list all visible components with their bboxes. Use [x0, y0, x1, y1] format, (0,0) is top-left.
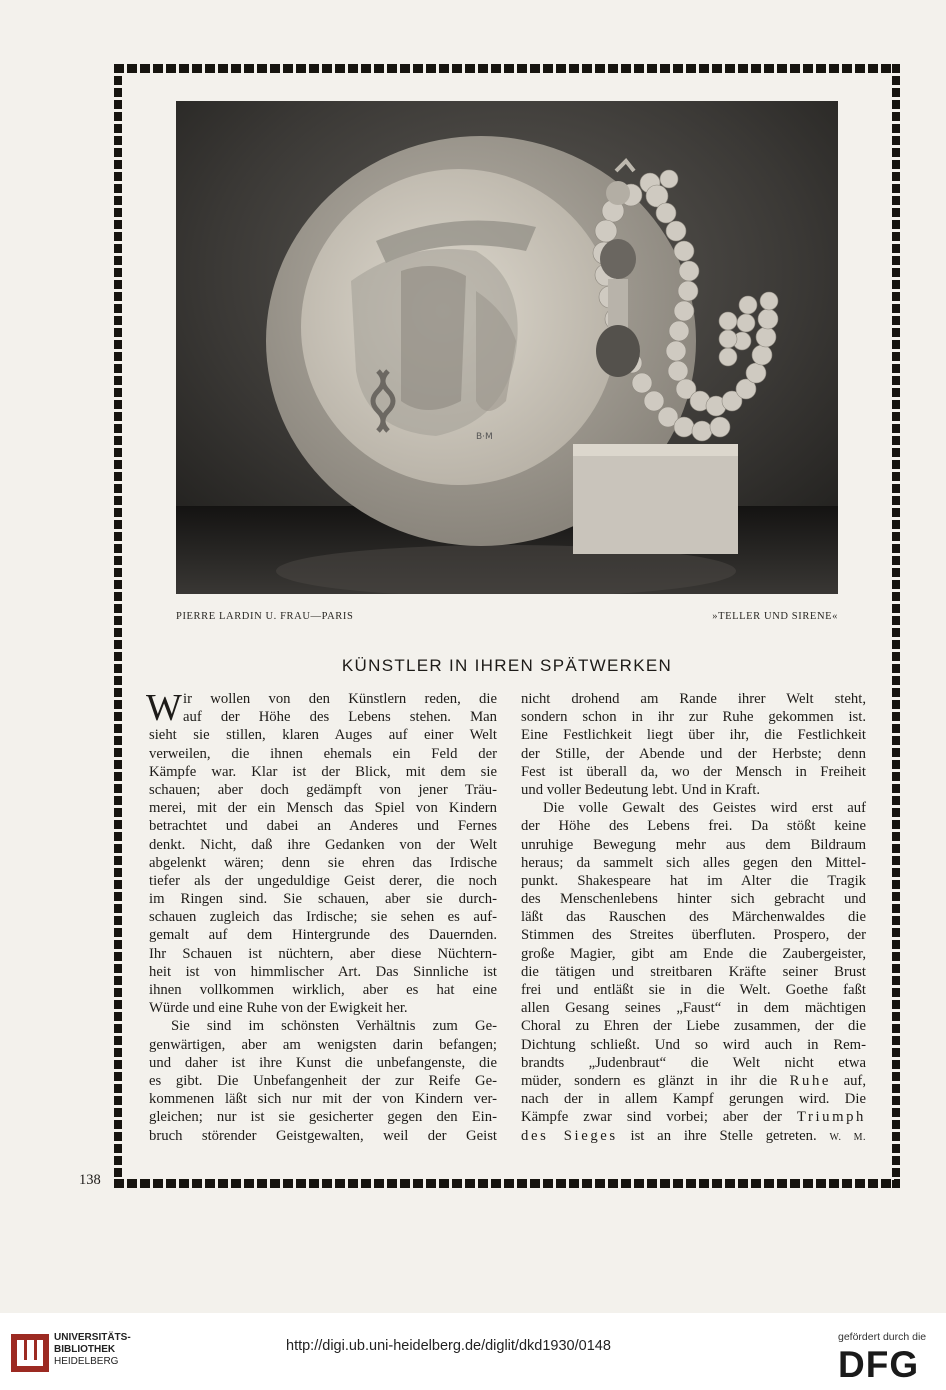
emphasized-word: des Sieges	[521, 1127, 618, 1144]
text-line: es gibt. Die Unbefangenheit der zur Reife Ge-	[149, 1072, 497, 1089]
text-line: auf der Höhe des Lebens stehen. Man	[183, 709, 497, 726]
text-line: Fest ist überall da, wo der Mensch in Freiheit	[521, 763, 866, 780]
text-segment: ist an ihre Stelle getreten.	[630, 1127, 817, 1144]
text-line-triumph	[521, 1108, 866, 1126]
text-line: des Menschenlebens hinter sich gebracht und	[521, 891, 866, 908]
text-line: Kämpfe war. Klar ist der Blick, mit dem sie	[149, 763, 497, 780]
artwork-photograph	[176, 101, 838, 594]
emphasized-word: Triumph	[796, 1109, 866, 1126]
photo-caption-artist: PIERRE LARDIN U. FRAU—PARIS	[176, 611, 354, 622]
text-line: betrachtet und dabei an Anderes und Fernes	[149, 818, 497, 835]
source-url-link[interactable]: http://digi.ub.uni-heidelberg.de/diglit/dkd1930/0148	[286, 1338, 611, 1354]
text-line: denkt. Nicht, daß ihre Gedanken von der Welt	[149, 836, 497, 853]
text-line: der Stille, der Abende und der Herbste; denn	[521, 745, 866, 762]
decorative-border-left	[114, 64, 122, 1188]
text-line: nicht drohend am Rande ihrer Welt steht,	[521, 691, 866, 707]
text-line: heraus; da sammelt sich alles gegen den Mittel-	[521, 854, 866, 871]
text-line: Würde und eine Ruhe von der Ewigkeit her.	[149, 1000, 408, 1017]
pendant-drop	[596, 325, 640, 377]
display-pedestal	[573, 444, 738, 554]
text-line: gleichen; nur ist sie gesicherter gegen den Ein-	[149, 1109, 497, 1126]
text-line: gemalt auf dem Hintergrunde des Dauernden.	[149, 927, 497, 944]
university-library-name	[54, 1332, 131, 1368]
text-line: ihnen vollkommen wirklich, aber es hat eine	[149, 982, 497, 998]
plate-and-necklace-illustration	[176, 101, 838, 594]
text-line: Die volle Gewalt des Geistes wird erst auf	[543, 800, 866, 817]
text-line: ir wollen von den Künstlern reden, die	[183, 691, 497, 707]
text-line: sieht sie stillen, klaren Auges auf einer Welt	[149, 727, 497, 744]
text-line: heit ist von himmlischer Art. Das Sinnliche ist	[149, 963, 497, 980]
article-column-right	[521, 690, 866, 1145]
text-line: Ihr Schauen ist nüchtern, aber diese Nüchtern-	[149, 945, 497, 962]
text-line: Stimmen des Streites überfluten. Prospero, der	[521, 927, 866, 944]
text-line: tiefer als der ungeduldige Geist derer, die noch	[149, 872, 497, 889]
text-line: große Magier, gibt am Ende die Zaubergeister,	[521, 945, 866, 962]
article-column-left	[146, 687, 497, 1145]
author-signature: W. M.	[829, 1131, 866, 1143]
text-line: brandts „Judenbraut“ die Welt nicht etwa	[521, 1054, 866, 1071]
text-line: Dichtung schließt. Und so wird auch in Rem-	[521, 1036, 866, 1053]
library-name-line: HEIDELBERG	[54, 1356, 119, 1367]
pendant-bead	[600, 239, 636, 279]
decorative-border-right	[892, 64, 900, 1188]
university-library-logo-icon	[11, 1334, 49, 1372]
text-line: allen Gesang seines „Faust“ in dem mächtigen	[521, 1000, 866, 1017]
text-line-ruhe	[521, 1072, 866, 1090]
text-line: läßt das Rauschen des Märchenwaldes die	[521, 909, 866, 926]
funding-note: gefördert durch die	[838, 1331, 927, 1343]
page-number: 138	[79, 1172, 101, 1188]
text-line: nach der in allem Kampf gerungen wird. Die	[521, 1091, 866, 1108]
text-line: Eine Festlichkeit liegt über ihr, die Festlichkeit	[521, 727, 866, 744]
text-line: kommenen läßt sich nur mit der von Kindern ver-	[149, 1091, 497, 1108]
photo-caption-title: »TELLER UND SIRENE«	[712, 611, 838, 622]
text-line: im Ringen sind. Sie schauen, aber sie durch-	[149, 891, 497, 908]
decorative-border-bottom	[114, 1179, 900, 1188]
dfg-logo: DFG	[838, 1344, 920, 1385]
text-segment: Kämpfe zwar sind vorbei; aber der	[521, 1109, 782, 1126]
library-name-line: BIBLIOTHEK	[54, 1344, 116, 1355]
text-line: und daher ist ihre Kunst die unbefangenste, die	[149, 1054, 497, 1071]
text-line-last	[521, 1127, 866, 1145]
text-line: Sie sind im schönsten Verhältnis zum Ge-	[171, 1018, 497, 1035]
decorative-border-top	[114, 64, 900, 73]
text-line: und voller Bedeutung lebt. Und in Kraft.	[521, 781, 761, 798]
text-line: unruhige Bewegung mehr aus dem Bildraum	[521, 836, 866, 853]
text-line: die tätigen und streitbaren Kräfte seiner Brust	[521, 963, 866, 980]
text-segment: müder, sondern es glänzt in ihr die	[521, 1072, 778, 1089]
text-line: bruch störender Geistgewalten, weil der Geist	[149, 1127, 497, 1144]
digitization-footer	[0, 1313, 946, 1390]
text-line: sondern schon in ihr zur Ruhe gekommen ist.	[521, 709, 866, 726]
emphasized-word: Ruhe	[789, 1072, 832, 1089]
text-line: abgelenkt wären; denn sie ehren das Irdische	[149, 854, 497, 871]
text-line: frei und entläßt sie in die Welt. Goethe faßt	[521, 982, 866, 998]
drop-cap: W	[146, 687, 182, 729]
text-line: Choral zu Ehren der Liebe zusammen, der die	[521, 1018, 866, 1035]
text-segment: auf,	[843, 1072, 866, 1089]
text-line: der Höhe des Lebens frei. Da stößt keine	[521, 818, 866, 835]
text-line: schauen; aber doch gedämpft von jener Träu-	[149, 781, 497, 798]
text-line: merei, mit der ein Mensch das Spiel von Kindern	[149, 800, 497, 817]
library-name-line: UNIVERSITÄTS-	[54, 1332, 131, 1343]
article-title: KÜNSTLER IN IHREN SPÄTWERKEN	[341, 656, 673, 675]
text-line: verweilen, die ihnen ehemals ein Feld der	[149, 745, 497, 762]
text-line: schauen zugleich das Irdische; sie sehen es auf-	[149, 909, 497, 926]
text-line: punkt. Shakespeare hat im Alter die Tragik	[521, 872, 866, 889]
svg-text:B·M: B·M	[476, 432, 493, 442]
text-line: genwärtigen, aber am wenigsten darin befangen;	[149, 1036, 497, 1053]
